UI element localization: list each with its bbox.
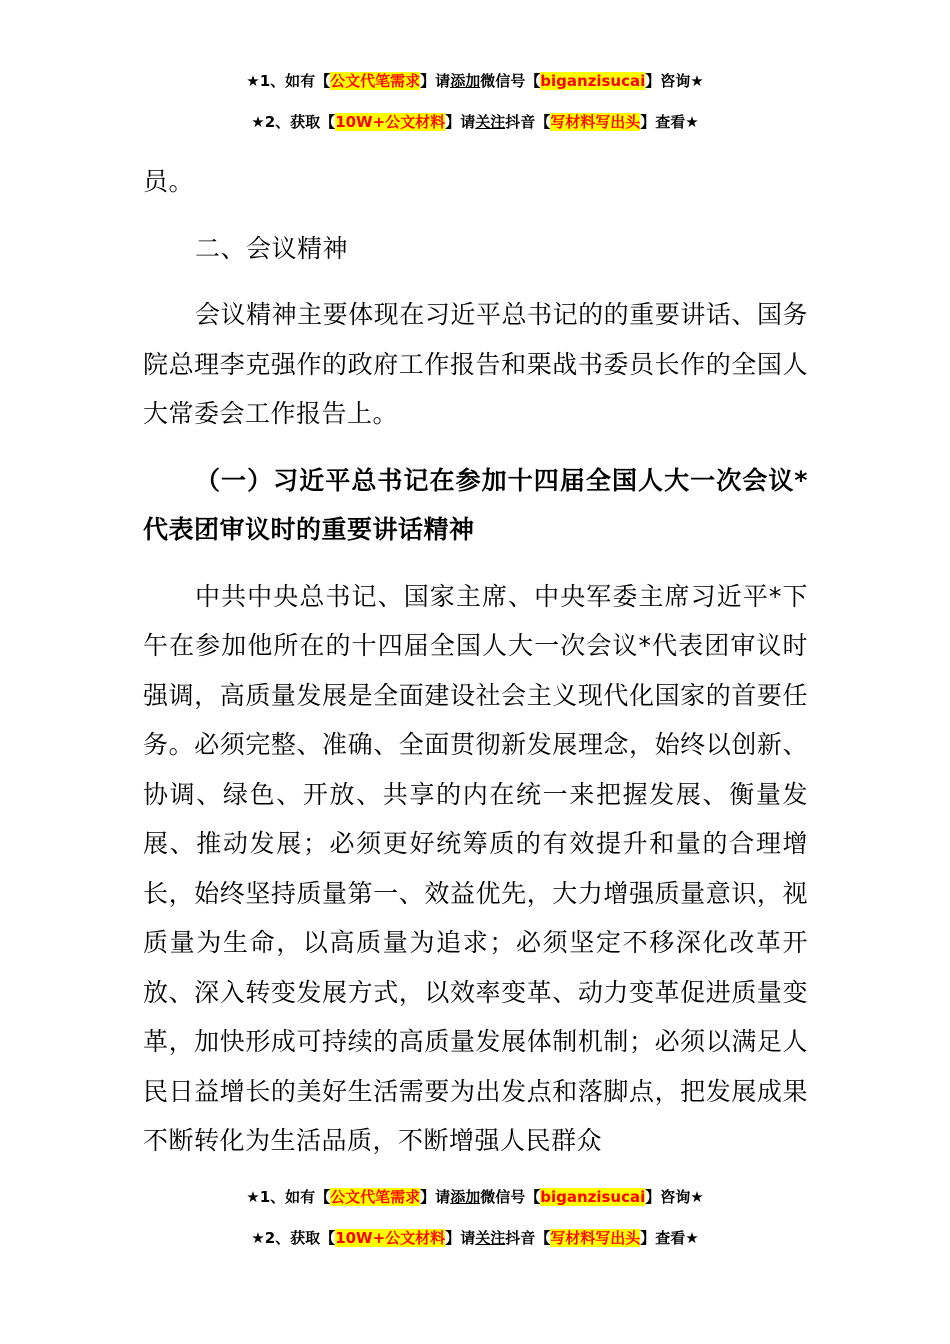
paragraph: 中共中央总书记、国家主席、中央军委主席习近平*下午在参加他所在的十四届全国人大一次会议*代表团审议时强调，高质量发展是全面建设社会主义现代化国家的首要任务。必须完整、准确、全面贯彻新发展理念，始终以创新、协调、绿色、开放、共享的内在统一来把握发展、衡量发展、推动发展；必须更好统筹质的有效提升和量的合理增长，始终坚持质量第一、效益优先，大力增强质量意识，视质量为生命，以高质量为追求；必须坚定不移深化改革开放、深入转变发展方式，以效率变革、动力变革促进质量变革，加快形成可持续的高质量发展体制机制；必须以满足人民日益增长的美好生活需要为出发点和落脚点，把发展成果不断转化为生活品质，不断增强人民群众 (143, 581, 808, 1155)
ad-text: 微信号【 (480, 72, 541, 90)
ad-text: 抖音【 (505, 1229, 551, 1247)
ad-highlight: 公文代笔需求 (330, 72, 421, 90)
ad-text: 】查看★ (640, 1229, 699, 1247)
ad-underline: 关注 (475, 113, 506, 131)
bottom-ad-line-1 (0, 1186, 950, 1208)
ad-highlight: 写材料写出头 (550, 1229, 641, 1247)
section-heading: 二、会议精神 (195, 233, 349, 263)
ad-highlight: biganzisucai (540, 72, 646, 90)
ad-highlight: 写材料写出头 (550, 113, 641, 131)
ad-text: 】请 (445, 1229, 476, 1247)
top-ad-line-1 (0, 70, 950, 92)
ad-text: 抖音【 (505, 113, 551, 131)
bottom-ad-line-2 (0, 1227, 950, 1249)
ad-highlight: 10W+公文材料 (335, 1229, 446, 1247)
ad-text: ★1、如有【 (246, 1188, 331, 1206)
ad-text: ★2、获取【 (251, 113, 336, 131)
ad-underline: 添加 (450, 72, 481, 90)
ad-highlight: biganzisucai (540, 1188, 646, 1206)
ad-text: 】咨询★ (645, 1188, 704, 1206)
carryover-text: 员。 (143, 167, 195, 196)
ad-underline: 添加 (450, 1188, 481, 1206)
ad-highlight: 公文代笔需求 (330, 1188, 421, 1206)
paragraph: 会议精神主要体现在习近平总书记的的重要讲话、国务院总理李克强作的政府工作报告和栗战书委员长作的全国人大常委会工作报告上。 (143, 300, 808, 428)
ad-text: 】咨询★ (645, 72, 704, 90)
document-body (143, 157, 808, 1166)
ad-text: 】请 (420, 72, 451, 90)
subheading: （一）习近平总书记在参加十四届全国人大一次会议*代表团审议时的重要讲话精神 (143, 465, 808, 544)
ad-text: 微信号【 (480, 1188, 541, 1206)
ad-text: 】查看★ (640, 113, 699, 131)
ad-text: ★2、获取【 (251, 1229, 336, 1247)
ad-highlight: 10W+公文材料 (335, 113, 446, 131)
ad-text: 】请 (420, 1188, 451, 1206)
top-ad-line-2 (0, 111, 950, 133)
ad-text: ★1、如有【 (246, 72, 331, 90)
ad-text: 】请 (445, 113, 476, 131)
ad-underline: 关注 (475, 1229, 506, 1247)
